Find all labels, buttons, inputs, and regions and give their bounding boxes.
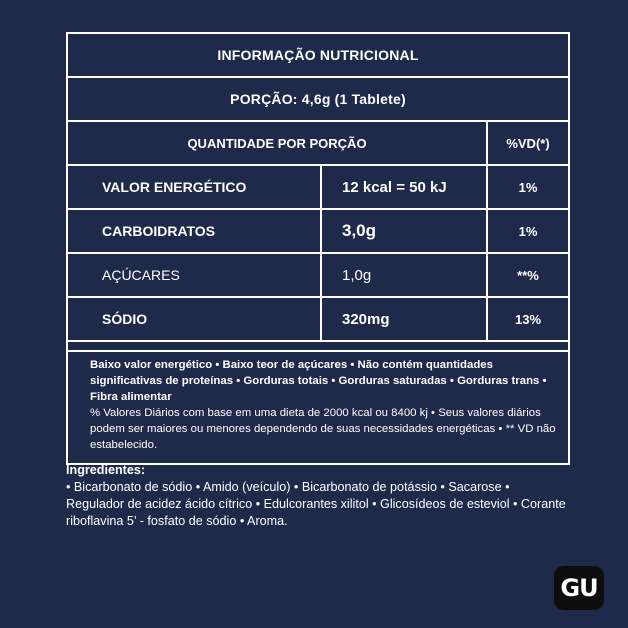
nutrient-amount: 320mg <box>322 298 488 340</box>
nutrient-amount: 12 kcal = 50 kJ <box>322 166 488 208</box>
nutrient-name: VALOR ENERGÉTICO <box>68 166 322 208</box>
daily-value-footnote: % Valores Diários com base em uma dieta de 2000 kcal ou 8400 kj • Seus valores diários podem ser maiores ou menores dependendo de suas necessidades energéticas • ** VD não estabelecido. <box>90 407 556 451</box>
serving-size: PORÇÃO: 4,6g (1 Tablete) <box>230 91 406 107</box>
nutrient-vd: 13% <box>514 311 542 327</box>
gu-logo <box>554 566 604 610</box>
nutrient-amount: 1,0g <box>322 254 488 296</box>
header-row <box>68 122 568 166</box>
nutrient-name: SÓDIO <box>68 298 322 340</box>
ingredients-list: • Bicarbonato de sódio • Amido (veículo) • Bicarbonato de potássio • Sacarose • Regulador de acidez ácido cítrico • Edulcorantes xilitol • Glicosídeos de esteviol • Corante riboflavina 5’ - fosfato de sódio • Aroma. <box>66 480 566 528</box>
ingredients-title: Ingredientes: <box>66 463 146 477</box>
table-notes <box>68 352 568 463</box>
header-vd: %VD(*) <box>506 135 550 151</box>
nutrient-amount: 3,0g <box>322 210 488 252</box>
table-divider <box>68 342 568 352</box>
table-row <box>68 166 568 210</box>
table-row <box>68 298 568 342</box>
nutrient-name: CARBOIDRATOS <box>68 210 322 252</box>
header-quantity: QUANTIDADE POR PORÇÃO <box>68 122 488 164</box>
logo-text: GU <box>560 574 598 602</box>
ingredients-section <box>66 462 570 530</box>
nutrient-vd: **% <box>517 267 539 283</box>
table-row <box>68 210 568 254</box>
nutrient-name: AÇÚCARES <box>68 254 322 296</box>
nutrient-vd: 1% <box>518 179 538 195</box>
table-title-row <box>68 34 568 78</box>
serving-row <box>68 78 568 122</box>
nutrient-vd: 1% <box>518 223 538 239</box>
nutrition-table <box>66 32 570 465</box>
table-row <box>68 254 568 298</box>
table-title: INFORMAÇÃO NUTRICIONAL <box>217 47 419 63</box>
nutrition-claims: Baixo valor energético • Baixo teor de açúcares • Não contém quantidades significativas de proteínas • Gorduras totais • Gorduras saturadas • Gorduras trans • Fibra alimentar <box>90 359 547 403</box>
